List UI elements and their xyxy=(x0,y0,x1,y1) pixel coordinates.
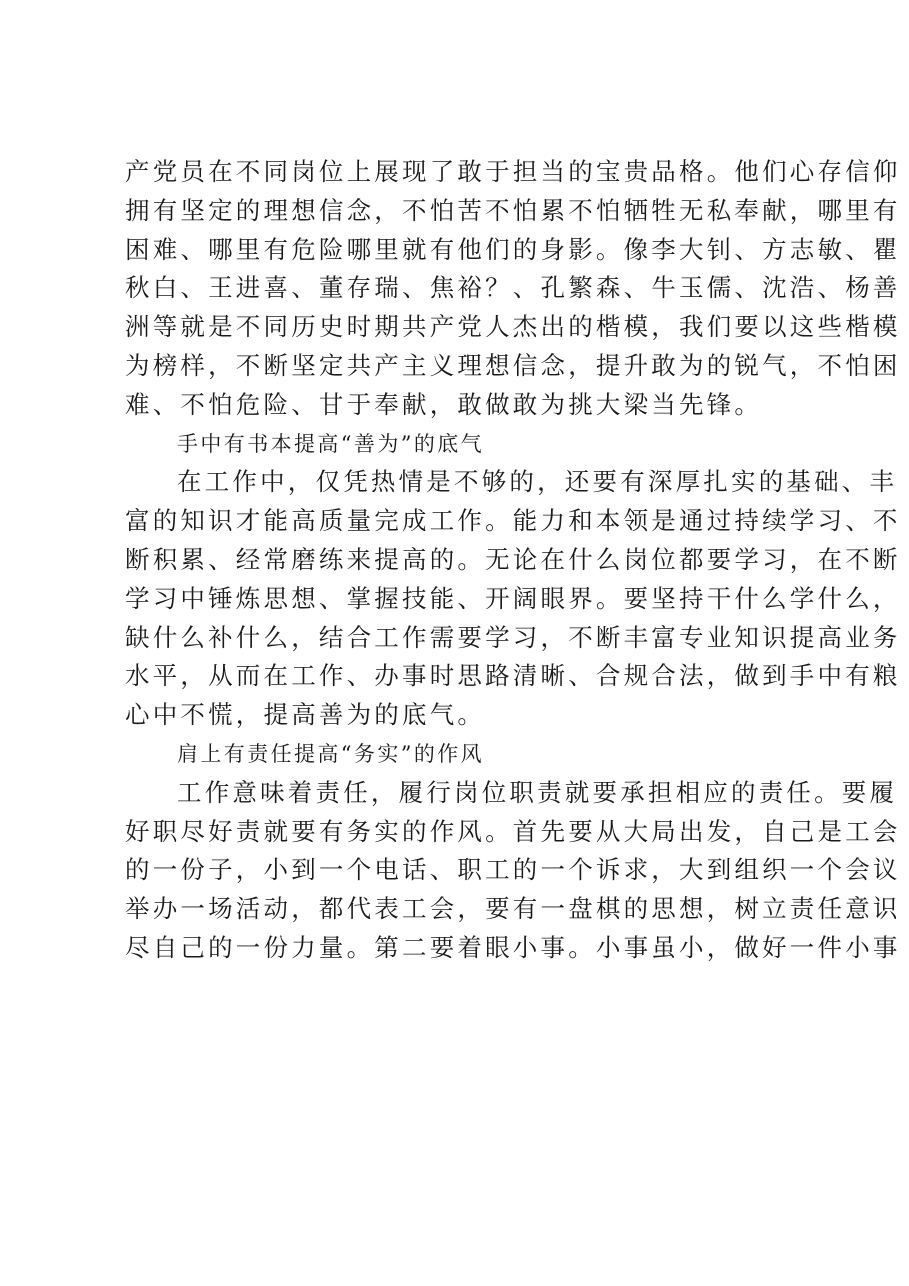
text-line: 好职尽好责就要有务实的作风。首先要从大局出发，自己是工会 xyxy=(125,816,901,846)
section-heading: 手中有书本提高“善为”的底气 xyxy=(177,431,485,456)
text-line: 为榜样，不断坚定共产主义理想信念，提升敢为的锐气，不怕困 xyxy=(125,350,901,380)
text-line: 举办一场活动，都代表工会，要有一盘棋的思想，树立责任意识 xyxy=(125,894,901,924)
text-line: 产党员在不同岗位上展现了敢于担当的宝贵品格。他们心存信仰 xyxy=(125,157,901,186)
text-line: 在工作中，仅凭热情是不够的，还要有深厚扎实的基础、丰 xyxy=(177,467,898,497)
text-line: 难、不怕危险、甘于奉献，敢做敢为挑大梁当先锋。 xyxy=(125,389,763,419)
text-line: 尽自己的一份力量。第二要着眼小事。小事虽小，做好一件小事 xyxy=(125,932,901,962)
text-line: 富的知识才能高质量完成工作。能力和本领是通过持续学习、不 xyxy=(125,506,901,536)
text-line: 秋白、王进喜、董存瑞、焦裕？、孔繁森、牛玉儒、沈浩、杨善 xyxy=(125,273,901,303)
text-line: 断积累、经常磨练来提高的。无论在什么岗位都要学习，在不断 xyxy=(125,544,901,574)
text-line: 心中不慌，提高善为的底气。 xyxy=(125,700,486,730)
text-line: 工作意味着责任，履行岗位职责就要承担相应的责任。要履 xyxy=(177,777,898,807)
text-line: 学习中锤炼思想、掌握技能、开阔眼界。要坚持干什么学什么， xyxy=(125,583,901,613)
text-line: 的一份子，小到一个电话、职工的一个诉求，大到组织一个会议 xyxy=(125,855,901,885)
text-line: 洲等就是不同历史时期共产党人杰出的楷模，我们要以这些楷模 xyxy=(125,312,901,342)
text-line: 拥有坚定的理想信念，不怕苦不怕累不怕牺牲无私奉献，哪里有 xyxy=(125,195,901,225)
text-line: 水平，从而在工作、办事时思路清晰、合规合法，做到手中有粮 xyxy=(125,661,901,691)
text-line: 缺什么补什么，结合工作需要学习，不断丰富专业知识提高业务 xyxy=(125,622,901,652)
text-line: 困难、哪里有危险哪里就有他们的身影。像李大钊、方志敏、瞿 xyxy=(125,234,901,264)
section-heading: 肩上有责任提高“务实”的作风 xyxy=(177,741,485,766)
document-body xyxy=(125,153,901,968)
